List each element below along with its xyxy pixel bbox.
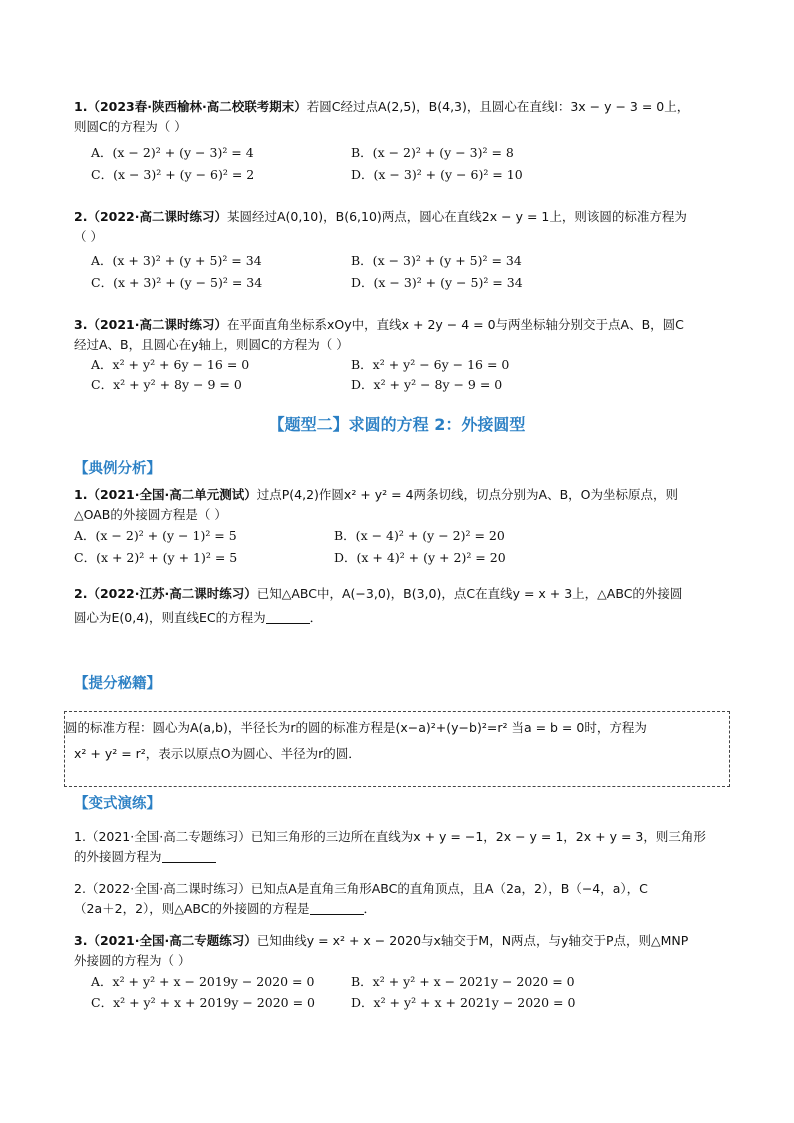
question-number: 3. [74, 933, 88, 948]
question-text: 经过A、B，且圆心在y轴上，则圆C的方程为（ ） [74, 337, 349, 352]
option-c[interactable]: C．(x + 2)² + (y + 1)² = 5 [74, 550, 238, 565]
question-source: （2023春·陕西榆林·高二校联考期末） [87, 99, 307, 114]
option-a[interactable]: A．(x − 2)² + (y − 1)² = 5 [74, 528, 237, 543]
answer-blank[interactable] [310, 901, 364, 915]
question-number: 2. [74, 209, 88, 224]
question-source: （2022·高二课时练习） [87, 209, 227, 224]
tips-heading: 【提分秘籍】 [74, 676, 161, 692]
question-text: 圆心为E(0,4)，则直线EC的方程为 [74, 610, 266, 625]
option-c[interactable]: C．x² + y² + 8y − 9 = 0 [91, 377, 242, 392]
option-c[interactable]: C．(x + 3)² + (y − 5)² = 34 [91, 275, 263, 290]
tips-text: 圆的标准方程：圆心为A(a,b)，半径长为r的圆的标准方程是(x−a)²+(y−b)²=r² 当a = b = 0时，方程为 [65, 720, 647, 735]
option-d[interactable]: D．(x − 3)² + (y − 6)² = 10 [351, 167, 523, 182]
question-2 [74, 207, 734, 294]
question-1 [74, 97, 734, 186]
practice-question-3 [74, 931, 734, 1013]
question-source: （2021·高二课时练习） [87, 317, 227, 332]
question-source: （2022·江苏·高二课时练习） [87, 586, 257, 601]
tips-box [64, 711, 730, 787]
option-d[interactable]: D．x² + y² + x + 2021y − 2020 = 0 [351, 995, 576, 1010]
practice-heading: 【变式演练】 [74, 796, 161, 812]
options [91, 250, 734, 294]
question-text: 外接圆的方程为（ ） [74, 953, 191, 968]
question-text: 的外接圆方程为 [74, 849, 162, 864]
question-text: 则圆C的方程为（ ） [74, 119, 187, 134]
option-c[interactable]: C．x² + y² + x + 2019y − 2020 = 0 [91, 995, 315, 1010]
question-text: 已知△ABC中，A(−3,0)，B(3,0)，点C在直线y = x + 3上，△ABC的外接圆 [256, 586, 683, 601]
option-a[interactable]: A．x² + y² + x − 2019y − 2020 = 0 [91, 974, 315, 989]
question-text: 某圆经过A(0,10)，B(6,10)两点，圆心在直线2x − y = 1上，则该圆的标准方程为 [227, 209, 687, 224]
question-number: 2. [74, 586, 88, 601]
option-b[interactable]: B．x² + y² − 6y − 16 = 0 [351, 357, 510, 372]
example-question-1 [74, 485, 734, 569]
question-text: 若圆C经过点A(2,5)，B(4,3)，且圆心在直线l：3x − y − 3 = 0上， [306, 99, 690, 114]
answer-blank[interactable] [162, 849, 216, 863]
options [91, 142, 734, 186]
question-text-end: ． [363, 901, 377, 916]
option-a[interactable]: A．(x − 2)² + (y − 3)² = 4 [91, 145, 254, 160]
practice-question-1 [74, 827, 734, 867]
question-3 [74, 315, 734, 395]
question-text: 在平面直角坐标系xOy中，直线x + 2y − 4 = 0与两坐标轴分别交于点A、B，圆C [227, 317, 684, 332]
options [74, 525, 734, 569]
question-number: 2. [74, 881, 86, 896]
example-heading: 【典例分析】 [74, 461, 161, 477]
tips-text: x² + y² = r²，表示以原点O为圆心、半径为r的圆． [74, 746, 361, 761]
question-text-end: ． [309, 610, 323, 625]
question-text: 过点P(4,2)作圆x² + y² = 4两条切线，切点分别为A、B，O为坐标原点，则 [256, 487, 678, 502]
question-text: （2a＋2，2），则△ABC的外接圆的方程是 [74, 901, 310, 916]
example-question-2 [74, 584, 734, 628]
question-text: 已知曲线y = x² + x − 2020与x轴交于M，N两点，与y轴交于P点，则△MNP [256, 933, 689, 948]
question-source: （2022·全国·高二课时练习） [85, 881, 251, 896]
question-number: 3. [74, 317, 88, 332]
answer-blank[interactable] [266, 610, 310, 624]
question-source: （2021·全国·高二单元测试） [87, 487, 257, 502]
question-text: 已知三角形的三边所在直线为x + y = −1，2x − y = 1，2x + y = 3，则三角形 [250, 829, 706, 844]
question-source: （2021·全国·高二专题练习） [87, 933, 257, 948]
practice-question-2 [74, 879, 734, 919]
question-text: （ ） [74, 229, 103, 244]
options [91, 355, 734, 395]
option-a[interactable]: A．x² + y² + 6y − 16 = 0 [91, 357, 250, 372]
option-b[interactable]: B．x² + y² + x − 2021y − 2020 = 0 [351, 974, 575, 989]
option-b[interactable]: B．(x − 4)² + (y − 2)² = 20 [334, 528, 505, 543]
question-number: 1. [74, 487, 88, 502]
option-b[interactable]: B．(x − 2)² + (y − 3)² = 8 [351, 145, 514, 160]
section-title: 【题型二】求圆的方程 2：外接圆型 [268, 415, 526, 434]
option-c[interactable]: C．(x − 3)² + (y − 6)² = 2 [91, 167, 255, 182]
question-text: △OAB的外接圆方程是（ ） [74, 507, 227, 522]
question-number: 1. [74, 829, 86, 844]
option-d[interactable]: D．x² + y² − 8y − 9 = 0 [351, 377, 503, 392]
option-d[interactable]: D．(x + 4)² + (y + 2)² = 20 [334, 550, 506, 565]
question-text: 已知点A是直角三角形ABC的直角顶点，且A（2a，2），B（−4，a），C [250, 881, 648, 896]
question-number: 1. [74, 99, 88, 114]
option-d[interactable]: D．(x − 3)² + (y − 5)² = 34 [351, 275, 523, 290]
option-a[interactable]: A．(x + 3)² + (y + 5)² = 34 [91, 253, 262, 268]
question-source: （2021·全国·高二专题练习） [85, 829, 251, 844]
options [91, 971, 734, 1013]
option-b[interactable]: B．(x − 3)² + (y + 5)² = 34 [351, 253, 522, 268]
